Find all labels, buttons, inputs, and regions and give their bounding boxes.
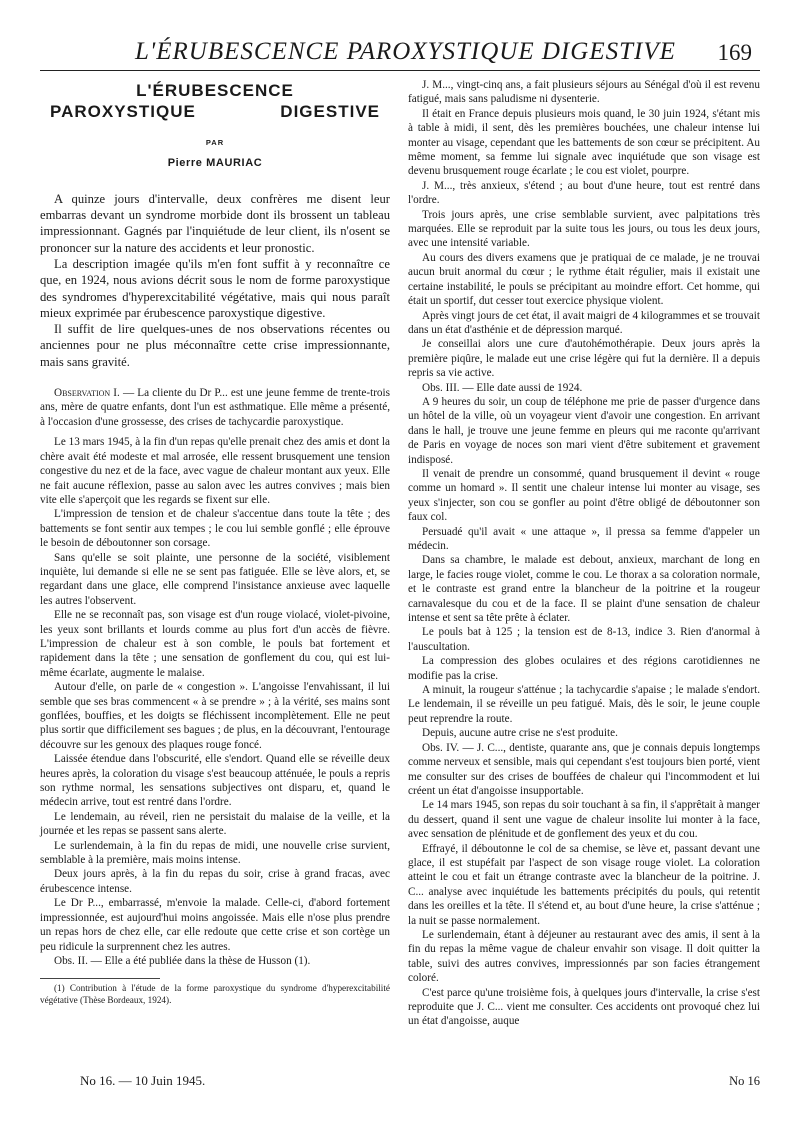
body-paragraph: Laissée étendue dans l'obscurité, elle s'endort. Quand elle se réveille deux heures après, la coloration du visage s'est beaucoup atténuée, le pouls a repris son rythme normal, les sensations subjectives ont disparu, et, quand le médecin arrive, tout est rentré dans l'ordre.: [40, 753, 390, 809]
body-paragraph: Le 13 mars 1945, à la fin d'un repas qu'elle prenait chez des amis et dont la chère avait été modeste et mal arrosée, elle ressent brusquement une tension congestive du nez et de la face, avec vague de chaleur montant aux yeux. Elle ne fait aucune réflexion, passe au salon avec les autres convives ; mais bien vite elle s'aperçoit que les regards se fixent sur elle.: [40, 436, 390, 506]
right-column: [408, 78, 760, 1029]
body-paragraph: Le surlendemain, étant à déjeuner au restaurant avec des amis, il sent à la fin du repas la même vague de chaleur envahir son visage. Il doit quitter la table, suivi des autres convives, impressionnés par son facies étrangement coloré.: [408, 928, 760, 985]
article-title: [40, 80, 390, 122]
footnote: (1) Contribution à l'étude de la forme paroxystique du syndrome d'hyperexcitabilité végétative (Thèse Bordeaux, 1924).: [40, 983, 390, 1006]
page-number: 169: [717, 40, 752, 65]
observation-1-paragraph: [40, 386, 390, 429]
body-paragraph: Depuis, aucune autre crise ne s'est produite.: [422, 727, 618, 740]
observation-1-text: — La cliente du Dr P... est une jeune femme de trente-trois ans, mère de quatre enfants, dont l'un est asthmatique. Elle même a présenté, à l'occasion d'une grossesse, des crises de tachycardie paroxystique.: [40, 387, 390, 428]
body-paragraph: Le Dr P..., embarrassé, m'envoie la malade. Celle-ci, d'abord fortement impressionnée, est aujourd'hui moins angoissée. Mais elle n'ose plus prendre un repas hors de chez elle, car elle redoute que cette crise et son cortège un peu ridicule la surprennent chez les autres.: [40, 897, 390, 953]
body-paragraph: Sans qu'elle se soit plainte, une personne de la société, visiblement inquiète, lui demande si elle ne se sent pas fatiguée. Elle se lève alors, et, se regardant dans une glace, elle comprend l'insistance anxieuse avec laquelle les autres l'observent.: [40, 551, 390, 607]
body-paragraph: A minuit, la rougeur s'atténue ; la tachycardie s'apaise ; le malade s'endort. Le lendemain, il se réveille un peu fatigué. Mais, dès le soir, le jeune couple peut reprendre la route.: [408, 684, 760, 725]
title-line-1: L'ÉRUBESCENCE: [136, 81, 294, 100]
body-paragraph: Il était en France depuis plusieurs mois quand, le 30 juin 1924, s'étant mis à table à midi, il sent, dès les premières bouchées, une chaleur intense lui monter au visage, cependant que les battements de son cœur se précipitent. Au même moment, sa femme lui signale avec inquiétude que son visage est devenu brusquement rouge écarlate ; le cou est violet, pourpre.: [408, 107, 760, 178]
body-paragraph: Obs. II. — Elle a été publiée dans la thèse de Husson (1).: [54, 954, 311, 967]
body-paragraph: J. M..., très anxieux, s'étend ; au bout d'une heure, tout est rentré dans l'ordre.: [408, 179, 760, 207]
abstract-paragraph: La description imagée qu'ils m'en font suffit à y reconnaître ce que, en 1924, nous avions décrit sous le nom de forme paroxystique des syndromes d'hyperexcitabilité végétative, mais qui nous paraît mieux exprimée par érubescence paroxystique digestive.: [40, 257, 390, 320]
observation-1-label: Observation I.: [54, 387, 120, 400]
body-paragraph: La compression des globes oculaires et des régions carotidiennes ne modifie pas la crise.: [408, 655, 760, 682]
body-paragraph: Au cours des divers examens que je pratiquai de ce malade, je ne trouvai aucun bruit anormal du cœur ; le rythme était régulier, mais il existait une certaine instabilité, le pouls se précipitant au moindre effort. Cet homme, qui était un sportif, dut cesser tout exercice physique violent.: [408, 251, 760, 308]
abstract: [40, 191, 390, 370]
body-paragraph: Persuadé qu'il avait « une attaque », il pressa sa femme d'appeler un médecin.: [408, 525, 760, 552]
body-paragraph: J. M..., vingt-cinq ans, a fait plusieurs séjours au Sénégal d'où il est revenu fatigué, mais sans paludisme ni dysenterie.: [408, 79, 760, 106]
body-paragraph: Obs. IV. — J. C..., dentiste, quarante ans, que je connais depuis longtemps comme nerveux et sensible, mais qui cependant s'est toujours bien porté, vient me consulter sur des crises de bouffées de chaleur qui l'incommodent et lui créent un état d'angoisse insupportable.: [408, 741, 760, 797]
body-paragraph: Dans sa chambre, le malade est debout, anxieux, marchant de long en large, le facies rouge violet, comme le cou. Le thorax a sa coloration normale, et le contraste est grand entre la blancheur de la poitrine et la rougeur carnavalesque du cou et de la face. Il se plaint d'une sensation de chaleur intense et sent sa tête prête à éclater.: [408, 554, 760, 625]
body-paragraph: Je conseillai alors une cure d'autohémothérapie. Deux jours après la première piqûre, le malade eut une crise légère qui fut la dernière. Il a depuis repris sa vie active.: [408, 338, 760, 380]
body-paragraph: Le lendemain, au réveil, rien ne persistait du malaise de la veille, et la journée et les repas se passent sans alerte.: [40, 810, 390, 838]
body-paragraph: Deux jours après, à la fin du repas du soir, crise à grand fracas, avec érubescence intense.: [40, 868, 390, 895]
running-header: [40, 38, 760, 71]
body-paragraph: Obs. III. — Elle date aussi de 1924.: [422, 381, 583, 394]
running-title: L'ÉRUBESCENCE PAROXYSTIQUE DIGESTIVE: [135, 38, 676, 65]
body-paragraph: Après vingt jours de cet état, il avait maigri de 4 kilogrammes et se trouvait dans un état d'asthénie et de dépression marqué.: [408, 309, 760, 336]
body-paragraph: A 9 heures du soir, un coup de téléphone me prie de passer d'urgence dans un hôtel de la ville, où un voyageur vient d'avoir une congestion. En arrivant dans le hall, je trouve une jeune femme en pleurs qui me raconte qu'arrivant de Paris en voyage de noces son mari vient d'être subitement et gravement indisposé.: [408, 395, 760, 466]
title-line-2: PAROXYSTIQUE DIGESTIVE: [50, 102, 380, 121]
left-column: [40, 78, 390, 1007]
body-paragraph: Il venait de prendre un consommé, quand brusquement il devint « rouge comme un homard ». Il sentit une chaleur intense lui monter au visage, ses yeux s'injecter, son cou se gonfler au point d'être obligé de déboutonner son faux col.: [408, 467, 760, 524]
body-paragraph: Le 14 mars 1945, son repas du soir touchant à sa fin, il s'apprêtait à manger du dessert, quand il sent une vague de chaleur insolite lui monter à la face, avec sensation de plénitude et de gonflement des yeux et du cou.: [408, 799, 760, 841]
issue-number-footer: No 16: [729, 1074, 760, 1088]
body-paragraph: Le surlendemain, à la fin du repas de midi, une nouvelle crise survient, semblable à la première, mais moins intense.: [40, 839, 390, 867]
abstract-paragraph: A quinze jours d'intervalle, deux confrères me disent leur embarras devant un syndrome morbide dont ils brossent un tableau impressionnant. Gagnés par l'inquiétude de leur client, ils n'osent se prononcer sur la nature des accidents et leur pronostic.: [40, 191, 390, 255]
author-name: Pierre MAURIAC: [167, 157, 263, 170]
issue-footer: No 16. — 10 Juin 1945.: [80, 1073, 206, 1088]
body-paragraph: Le pouls bat à 125 ; la tension est de 8-13, indice 3. Rien d'anormal à l'auscultation.: [408, 626, 760, 653]
abstract-paragraph: Il suffit de lire quelques-unes de nos observations récentes ou anciennes pour ne plus méconnaître cette crise impressionnante, mais sans gravité.: [40, 322, 390, 369]
body-paragraph: Effrayé, il déboutonne le col de sa chemise, se lève et, passant devant une glace, il est stupéfait par l'aspect de son visage rouge violet. La coloration atteint le cou et fait un étrange contraste avec la blancheur de la poitrine. J. C... analyse avec inquiétude les battements précipités du pouls, qui retentit dans les oreilles et la tête. Il s'étend et, au bout d'une heure, la crise s'atténue ; la nuit se passe normalement.: [408, 842, 760, 927]
body-paragraph: Trois jours après, une crise semblable survient, avec palpitations très marquées. Elle se reproduit par la suite tous les jours, ou tous les deux jours, avec une intensité variable.: [408, 208, 760, 250]
body-paragraph: Autour d'elle, on parle de « congestion ». L'angoisse l'envahissant, il lui semble que ses bras commencent « à se prendre » ; à la vérité, ses mains sont gonflées, bouffies, et les doigts se fléchissent incomplètement. Elle ne peut plus sortir que difficilement ses bagues ; de plus, en la découvrant, l'entourage découvre sur les genoux des plaques rouge foncé.: [40, 681, 390, 751]
byline-par: PAR: [205, 138, 225, 147]
body-paragraph: Elle ne se reconnaît pas, son visage est d'un rouge violacé, violet-pivoine, les yeux sont brillants et lourds comme au plus fort d'un accès de fièvre. L'impression de chaleur est à son comble, le pouls bat fortement et rapidement dans la tête ; une sensation de gonflement du cou, qui est lui-même écarlate, augmente le malaise.: [40, 609, 390, 679]
body-paragraph: L'impression de tension et de chaleur s'accentue dans toute la tête ; des battements se font sentir aux tempes ; le cou lui semble gonflé ; elle éprouve le besoin de déboutonner son corsage.: [40, 508, 390, 550]
body-paragraph: C'est parce qu'une troisième fois, à quelques jours d'intervalle, la crise s'est reproduite que J. C... vient me consulter. Ces accidents ont provoqué chez lui un état d'angoisse, auque: [408, 986, 760, 1028]
